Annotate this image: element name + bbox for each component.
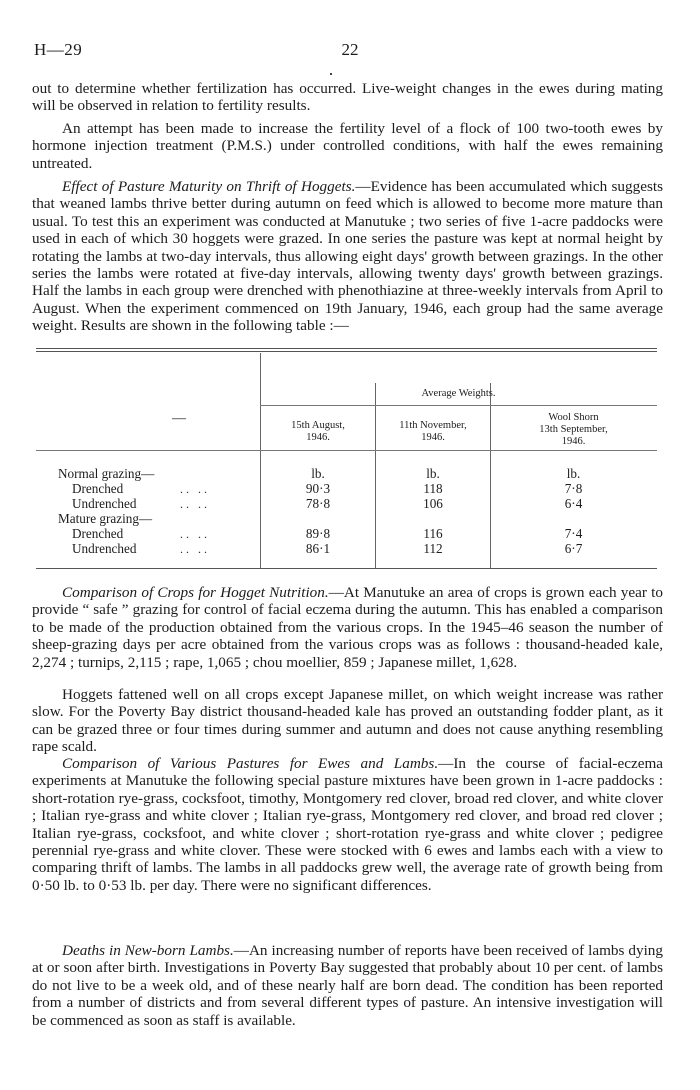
table-top-rule bbox=[36, 348, 657, 349]
column-header: Wool Shorn 13th September, 1946. bbox=[539, 412, 608, 447]
print-mark bbox=[330, 73, 332, 75]
table-top-rule-2 bbox=[36, 351, 657, 352]
stub-dash: — bbox=[172, 411, 186, 426]
paragraph-crops: Comparison of Crops for Hogget Nutrition.—At Manutuke an area of crops is grown each year to provide “ safe ” grazing for control of facial eczema during the autumn. This has enabled a comparison to be made of the production obtained from the various crops. In the 1945–46 season the number of sheep-grazing days per acre obtained from the various crops was as follows : thousand-headed kale, 2,274 ; turnips, 2,115 ; rape, 1,065 ; chou moellier, 859 ; Japanese millet, 1,628. bbox=[32, 584, 663, 671]
report-code: H—29 bbox=[34, 40, 83, 59]
paragraph-continuation: out to determine whether fertilization has occurred. Live-weight changes in the ewes during mating will be observed in relation to fertility results. bbox=[32, 80, 663, 115]
paragraph-newborn-lambs: Deaths in New-born Lambs.—An increasing number of reports have been received of lambs dying at or soon after birth. Investigations in Poverty Bay suggested that probably about 10 per cent. of lambs do not live to be a week old, and of these nearly half are born dead. The condition has been reported from a number of districts and from several different types of pasture. An intensive investigation will be commenced as soon as staff is available. bbox=[32, 942, 663, 1029]
section-title: Comparison of Various Pastures for Ewes and Lambs. bbox=[62, 755, 439, 772]
paragraph-hoggets: Hoggets fattened well on all crops except Japanese millet, on which weight increase was rather slow. For the Poverty Bay district thousand-headed kale has proved an outstanding fodder plant, as it can be grazed three or four times during summer and autumn and does not cause anything resembling rape scald. bbox=[32, 686, 663, 756]
section-title: Effect of Pasture Maturity on Thrift of Hoggets. bbox=[62, 178, 356, 195]
paragraph-pasture-maturity: Effect of Pasture Maturity on Thrift of Hoggets.—Evidence has been accumulated which suggests that weaned lambs thrive better during autumn on feed which is allowed to become more mature than usual. To test this an experiment was conducted at Manutuke ; two series of five 1-acre paddocks were used in each of which 30 hoggets were grazed. In one series the pasture was kept at normal height by rotating the lambs at two-day intervals, thus allowing eight days' growth between grazings. In the other series the lambs were rotated at five-day intervals, allowing twenty days' growth between grazings. Half the lambs in each group were drenched with phenothiazine at three-weekly intervals from April to August. When the experiment commenced on 19th January, 1946, each group had the same average weight. Results are shown in the following table :— bbox=[32, 178, 663, 335]
column-header: 11th November, 1946. bbox=[399, 420, 467, 443]
section-title: Deaths in New-born Lambs. bbox=[62, 942, 234, 959]
group-header: Average Weights. bbox=[421, 388, 496, 399]
paragraph-pastures: Comparison of Various Pastures for Ewes and Lambs.—In the course of facial-eczema experiments at Manutuke the following special pasture mixtures have been grown in 1-acre paddocks : short-rotation rye-grass, cocksfoot, timothy, Montgomery red clover, broad red clover, and white clover ; Italian rye-grass and white clover ; Italian rye-grass, Montgomery red clover, and broad red clover ; Italian rye-grass, cocksfoot, and white clover ; short-rotation rye-grass and white clover ; pedigree perennial rye-grass and white clover. These were stocked with 6 ewes and lambs each with a view to comparing thrift of lambs. The lambs in all paddocks grew well, the average rate of growth being from 0·50 lb. to 0·53 lb. per day. There were no significant differences. bbox=[32, 755, 663, 894]
document-page: H—29 22 out to determine whether fertilization has occurred. Live-weight changes in the ewes during mating will be observed in relation to fertility results. An attempt has been made to increase the fertility level of a flock of 100 two-tooth ewes by hormone injection treatment (P.M.S.) under controlled conditions, with half the ewes remaining untreated. Effect of Pasture Maturity on Thrift of Hoggets.—Evidence has been accumulated which suggests that weaned lambs thrive better during autumn on feed which is allowed to become more mature than usual. To test this an experiment was conducted at Manutuke ; two series of five 1-acre paddocks were used in each of which 30 hoggets were grazed. In one series the pasture was kept at normal height by rotating the lambs at two-day intervals, thus allowing eight days' growth between grazings. In the other series the lambs were rotated at five-day intervals, allowing twenty days' growth between grazings. Half the lambs in each group were drenched with phenothiazine at three-weekly intervals from April to August. When the experiment commenced on 19th January, 1946, each group had the same average weight. Results are shown in the following table :— — Average Weights. 15th August, 1946. 11th November, 1946. Wool Shorn 13th September, 1946. Normal grazing— lb. lb. lb. Drenched .. .. 90·3 118 7·8 Undrenched .. .. 78·8 106 6·4 Mature grazing— Drenched .. .. 89·8 116 7·4 Undrenched .. .. 86·1 112 6·7 Comparison of Crops for Hogget Nutrition.—At Manutuke an area of crops is grown each year to provide “ safe ” grazing for control of facial eczema during the autumn. This has enabled a comparison to be made of the production obtained from the various crops. In the 1945–46 season the number of sheep-grazing days per acre obtained from the various crops was as follows : thousand-headed kale, 2,274 ; turnips, 2,115 ; rape, 1,065 ; chou moellier, 859 ; Japanese millet, 1,628. Hoggets fattened well on all crops except Japanese millet, on which weight increase was rather slow. For the Poverty Bay district thousand-headed kale has proved an outstanding fodder plant, as it can be grazed three or four times during summer and autumn and does not cause anything resembling rape scald. Comparison of Various Pastures for Ewes and Lambs.—In the course of facial-eczema experiments at Manutuke the following special pasture mixtures have been grown in 1-acre paddocks : short-rotation rye-grass, cocksfoot, timothy, Montgomery red clover, broad red clover, and white clover ; Italian rye-grass and white clover ; Italian rye-grass, Montgomery red clover, and broad red clover ; Italian rye-grass, cocksfoot, and white clover ; short-rotation rye-grass and white clover ; pedigree perennial rye-grass and white clover. These were stocked with 6 ewes and lambs each with a view to comparing thrift of lambs. The lambs in all paddocks grew well, the average rate of growth being from 0·50 lb. to 0·53 lb. per day. There were no significant differences. Deaths in New-born Lambs.—An increasing number of reports have been received of lambs dying at or soon after birth. Investigations in Poverty Bay suggested that probably about 10 per cent. of lambs do not live to be a week old, and of these nearly half are born dead. The condition has been reported from a number of districts and from several different types of pasture. An intensive investigation will be commenced as soon as staff is available. bbox=[0, 0, 700, 1090]
page-number: 22 bbox=[341, 40, 359, 59]
paragraph-fertility: An attempt has been made to increase the fertility level of a flock of 100 two-tooth ewes by hormone injection treatment (P.M.S.) under controlled conditions, with half the ewes remaining untreated. bbox=[32, 120, 663, 172]
table-bottom-rule bbox=[36, 568, 657, 569]
section-title: Comparison of Crops for Hogget Nutrition. bbox=[62, 584, 329, 601]
column-header: 15th August, 1946. bbox=[291, 420, 345, 443]
